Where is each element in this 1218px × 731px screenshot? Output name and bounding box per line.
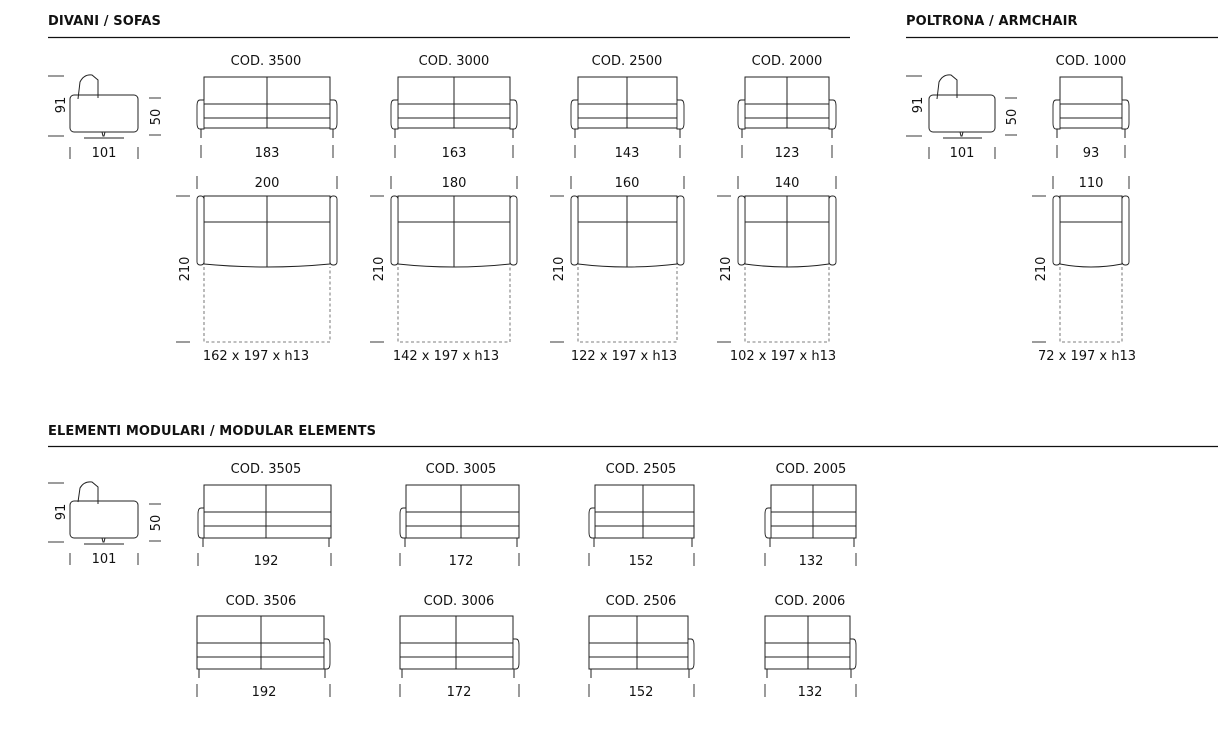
armchair-bed-plan-1000 [1032, 176, 1136, 364]
bed-length-label: 210 [552, 256, 567, 282]
armchair-bed-length-label: 210 [1034, 256, 1049, 282]
sofa-code-label: COD. 2000 [751, 54, 823, 69]
armchair-side-height-label: 91 [911, 96, 926, 114]
sofa-front-2500 [571, 54, 684, 161]
mattress-size-label: 162 x 197 x h13 [202, 349, 310, 364]
modular-width-label: 152 [628, 685, 654, 700]
modular-right-2006 [765, 594, 856, 700]
modular-width-label: 152 [628, 554, 654, 569]
modular-left-2505 [589, 462, 694, 569]
modular-side-depth-label: 101 [91, 552, 117, 567]
sofa-bed-plan-3000 [370, 176, 517, 364]
sofa-front-3500 [197, 54, 337, 161]
side-depth-label: 101 [91, 146, 117, 161]
modular-left-3005 [400, 462, 519, 569]
modular-code-label: COD. 2005 [775, 462, 847, 477]
armchair-width-label: 93 [1082, 146, 1100, 161]
armchair-side-seat-height-label: 50 [1005, 108, 1020, 126]
side-seat-height-label: 50 [149, 108, 164, 126]
section-title-sofas: DIVANI / SOFAS [48, 14, 162, 29]
bed-length-label: 210 [178, 256, 193, 282]
sofa-width-label: 123 [774, 146, 800, 161]
modular-code-label: COD. 3505 [230, 462, 302, 477]
side-view-modular [48, 482, 164, 567]
modular-width-label: 192 [253, 554, 279, 569]
modular-right-3506 [197, 594, 330, 700]
modular-width-label: 132 [797, 685, 823, 700]
sofa-code-label: COD. 2500 [591, 54, 663, 69]
sofa-bed-plan-2500 [550, 176, 684, 364]
modular-code-label: COD. 2505 [605, 462, 677, 477]
modular-side-height-label: 91 [54, 503, 69, 521]
mattress-size-label: 122 x 197 x h13 [570, 349, 678, 364]
side-view-armchair [906, 75, 1020, 161]
section-title-armchair: POLTRONA / ARMCHAIR [906, 14, 1078, 29]
bed-width-label: 200 [254, 176, 280, 191]
sofa-bed-plan-3500 [176, 176, 337, 364]
sofa-bed-plan-2000 [717, 176, 836, 364]
modular-code-label: COD. 2506 [605, 594, 677, 609]
bed-length-label: 210 [372, 256, 387, 282]
armchair-side-depth-label: 101 [949, 146, 975, 161]
modular-side-seat-height-label: 50 [149, 514, 164, 532]
mattress-size-label: 142 x 197 x h13 [392, 349, 500, 364]
modular-code-label: COD. 3005 [425, 462, 497, 477]
section-title-modular: ELEMENTI MODULARI / MODULAR ELEMENTS [48, 424, 377, 439]
armchair-mattress-size-label: 72 x 197 x h13 [1037, 349, 1137, 364]
modular-width-label: 172 [448, 554, 474, 569]
sofa-width-label: 183 [254, 146, 280, 161]
sofa-width-label: 143 [614, 146, 640, 161]
modular-code-label: COD. 3506 [225, 594, 297, 609]
armchair-code-label: COD. 1000 [1055, 54, 1127, 69]
modular-width-label: 132 [798, 554, 824, 569]
bed-width-label: 180 [441, 176, 467, 191]
modular-width-label: 192 [251, 685, 277, 700]
side-view-sofa [48, 75, 164, 161]
mattress-size-label: 102 x 197 x h13 [729, 349, 837, 364]
sofa-front-3000 [391, 54, 517, 161]
armchair-front-1000 [1053, 54, 1129, 161]
modular-width-label: 172 [446, 685, 472, 700]
bed-length-label: 210 [719, 256, 734, 282]
modular-code-label: COD. 3006 [423, 594, 495, 609]
sofa-width-label: 163 [441, 146, 467, 161]
modular-left-3505 [198, 462, 331, 569]
sofa-code-label: COD. 3500 [230, 54, 302, 69]
bed-width-label: 140 [774, 176, 800, 191]
side-height-label: 91 [54, 96, 69, 114]
sofa-code-label: COD. 3000 [418, 54, 490, 69]
modular-left-2005 [765, 462, 856, 569]
modular-code-label: COD. 2006 [774, 594, 846, 609]
sofa-front-2000 [738, 54, 836, 161]
bed-width-label: 160 [614, 176, 640, 191]
modular-right-2506 [589, 594, 694, 700]
armchair-bed-width-label: 110 [1078, 176, 1104, 191]
modular-right-3006 [400, 594, 519, 700]
